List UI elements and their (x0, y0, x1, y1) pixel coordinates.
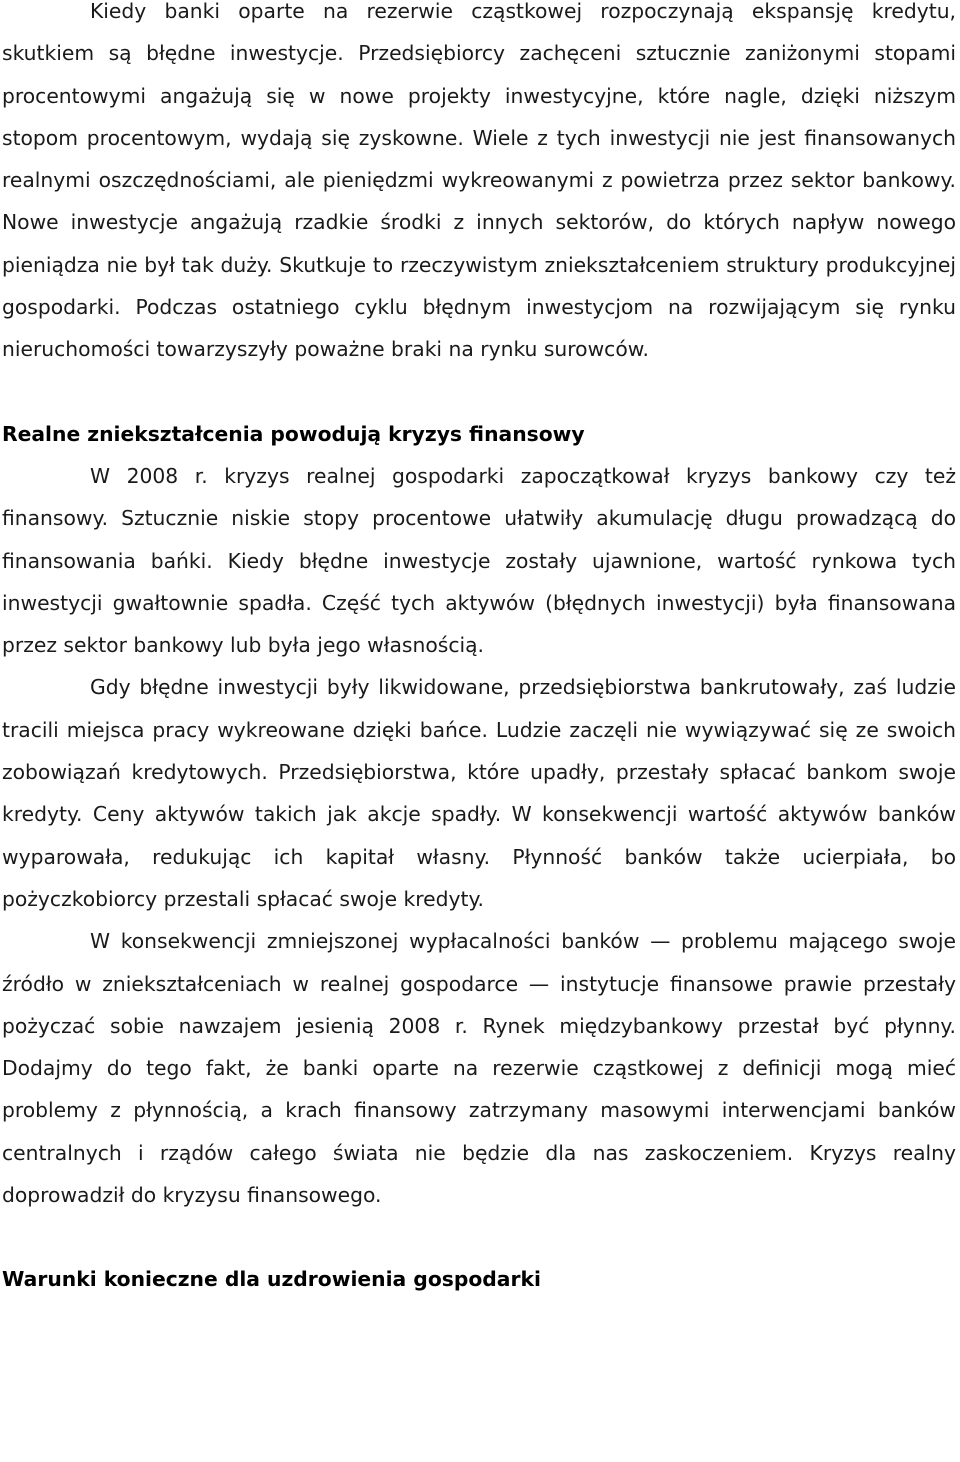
section-heading: Warunki konieczne dla uzdrowienia gospodarki (2, 1267, 541, 1292)
paragraph: W 2008 r. kryzys realnej gospodarki zapoczątkował kryzys bankowy czy też finansowy. Sztucznie niskie stopy procentowe ułatwiły akumulację długu prowadzącą do finansowania bańki. Kiedy błędne inwestycje zostały ujawnione, wartość rynkowa tych inwestycji gwałtownie spadła. Część tych aktywów (błędnych inwestycji) była finansowana przez sektor bankowy lub była jego własnością. (2, 463, 956, 658)
section-heading: Realne zniekształcenia powodują kryzys finansowy (2, 421, 585, 446)
paragraph: Gdy błędne inwestycji były likwidowane, przedsiębiorstwa bankrutowały, zaś ludzie tracili miejsca pracy wykreowane dzięki bańce. Ludzie zaczęli nie wywiązywać się ze swoich zobowiązań kredytowych. Przedsiębiorstwa, które upadły, przestały spłacać bankom swoje kredyty. Ceny aktywów takich jak akcje spadły. W konsekwencji wartość aktywów banków wyparowała, redukując ich kapitał własny. Płynność banków także ucierpiała, bo pożyczkobiorcy przestali spłacać swoje kredyty. (2, 675, 956, 911)
paragraph: Kiedy banki oparte na rezerwie cząstkowej rozpoczynają ekspansję kredytu, skutkiem są błędne inwestycje. Przedsiębiorcy zachęceni sztucznie zaniżonymi stopami procentowymi angażują się w nowe projekty inwestycyjne, które nagle, dzięki niższym stopom procentowym, wydają się zyskowne. Wiele z tych inwestycji nie jest finansowanych realnymi oszczędnościami, ale pieniędzmi wykreowanymi z powietrza przez sektor bankowy. Nowe inwestycje angażują rzadkie środki z innych sektorów, do których napływ nowego pieniądza nie był tak duży. Skutkuje to rzeczywistym zniekształceniem struktury produkcyjnej gospodarki. Podczas ostatniego cyklu błędnym inwestycjom na rozwijającym się rynku nieruchomości towarzyszyły poważne braki na rynku surowców. (2, 0, 956, 362)
paragraph: W konsekwencji zmniejszonej wypłacalności banków — problemu mającego swoje źródło w zniekształceniach w realnej gospodarce — instytucje finansowe prawie przestały pożyczać sobie nawzajem jesienią 2008 r. Rynek międzybankowy przestał być płynny. Dodajmy do tego fakt, że banki oparte na rezerwie cząstkowej z definicji mogą mieć problemy z płynnością, a krach finansowy zatrzymany masowymi interwencjami banków centralnych i rządów całego świata nie będzie dla nas zaskoczeniem. Kryzys realny doprowadził do kryzysu finansowego. (2, 929, 956, 1208)
